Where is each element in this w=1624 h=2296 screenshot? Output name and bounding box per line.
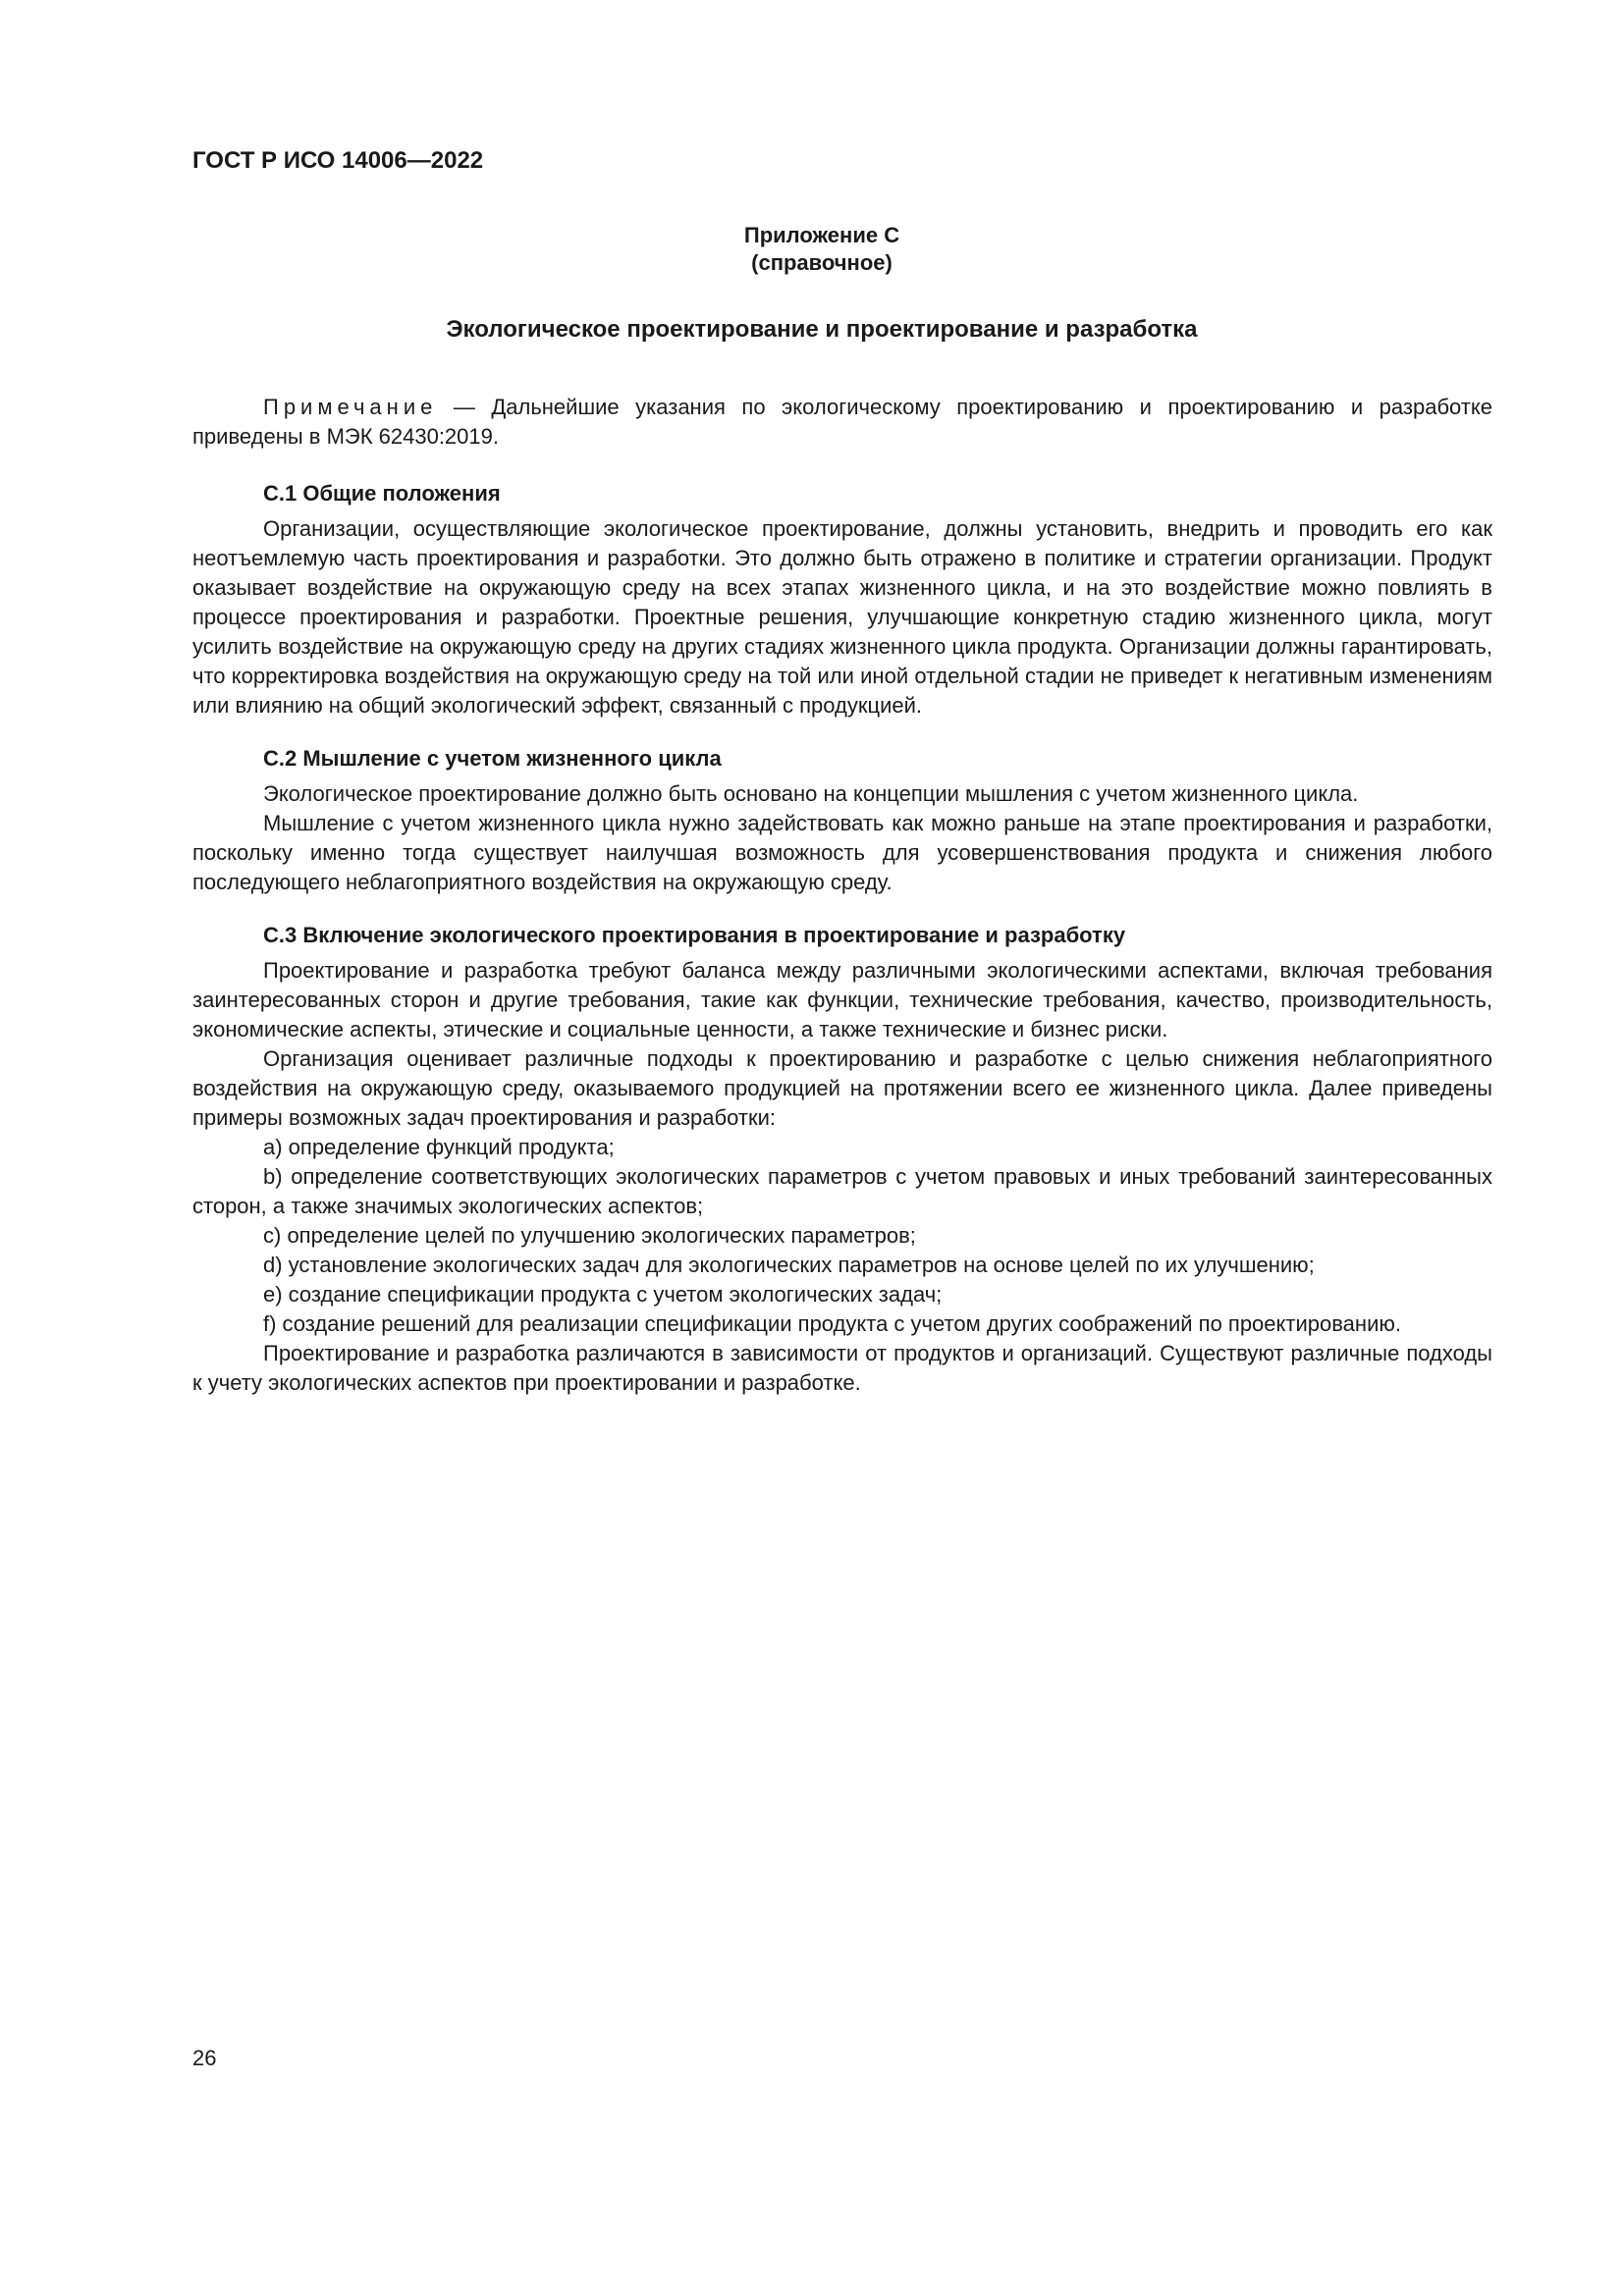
list-item: b) определение соответствующих экологических параметров с учетом правовых и иных требований заинтересованных сторон, а также значимых экологических аспектов; (192, 1164, 1492, 1218)
paragraph: Проектирование и разработка различаются в зависимости от продуктов и организаций. Существуют различные подходы к учету экологических аспектов при проектировании и разработке. (192, 1341, 1492, 1395)
document-id-header: ГОСТ Р ИСО 14006—2022 (192, 147, 484, 174)
section-heading-c3: С.3 Включение экологического проектирования в проектирование и разработку (263, 923, 1126, 947)
paragraph: Экологическое проектирование должно быть основано на концепции мышления с учетом жизненного цикла. (263, 781, 1359, 806)
paragraph: Организации, осуществляющие экологическое проектирование, должны установить, внедрить и проводить его как неотъемлемую часть проектирования и разработки. Это должно быть отражено в политике и стратегии организации. Продукт оказывает воздействие на окружающую среду на всех этапах жизненного цикла, и на это воздействие можно повлиять в процессе проектирования и разработки. Проектные решения, улучшающие конкретную стадию жизненного цикла, могут усилить воздействие на окружающую среду на других стадиях жизненного цикла продукта. Организации должны гарантировать, что корректировка воздействия на окружающую среду на той или иной отдельной стадии не приведет к негативным изменениям или влиянию на общий экологический эффект, связанный с продукцией. (192, 516, 1492, 718)
annex-main-heading: Экологическое проектирование и проектирование и разработка (446, 316, 1198, 343)
document-body (192, 393, 1492, 1398)
section-heading-c1: С.1 Общие положения (263, 481, 501, 506)
page-number: 26 (192, 2046, 217, 2070)
section-heading-c2: С.2 Мышление с учетом жизненного цикла (263, 746, 722, 771)
list-item: e) создание спецификации продукта с учетом экологических задач; (263, 1282, 943, 1307)
paragraph: Мышление с учетом жизненного цикла нужно задействовать как можно раньше на этапе проектирования и разработки, поскольку именно тогда существует наилучшая возможность для усовершенствования продукта и снижения любого последующего неблагоприятного воздействия на окружающую среду. (192, 811, 1492, 894)
annex-title: Приложение С (743, 223, 900, 247)
list-item: c) определение целей по улучшению экологических параметров; (263, 1223, 916, 1248)
paragraph: Организация оценивает различные подходы к проектированию и разработке с целью снижения неблагоприятного воздействия на окружающую среду, оказываемого продукцией на протяжении всего ее жизненного цикла. Далее приведены примеры возможных задач проектирования и разработки: (192, 1046, 1492, 1130)
note-label: Примечание (263, 395, 438, 419)
list-item: d) установление экологических задач для экологических параметров на основе целей по их улучшению; (263, 1253, 1315, 1277)
list-item: f) создание решений для реализации спецификации продукта с учетом других соображений по проектированию. (263, 1311, 1401, 1336)
annex-heading (0, 222, 1624, 277)
annex-type: (справочное) (751, 250, 893, 275)
note-paragraph (192, 393, 1492, 452)
list-item: а) определение функций продукта; (263, 1135, 615, 1159)
paragraph: Проектирование и разработка требуют баланса между различными экологическими аспектами, включая требования заинтересованных сторон и другие требования, такие как функции, технические требования, качество, производительность, экономические аспекты, этические и социальные ценности, а также технические и бизнес риски. (192, 958, 1492, 1041)
note-text: — Дальнейшие указания по экологическому проектированию и проектированию и разработке приведены в МЭК 62430:2019. (192, 395, 1492, 449)
